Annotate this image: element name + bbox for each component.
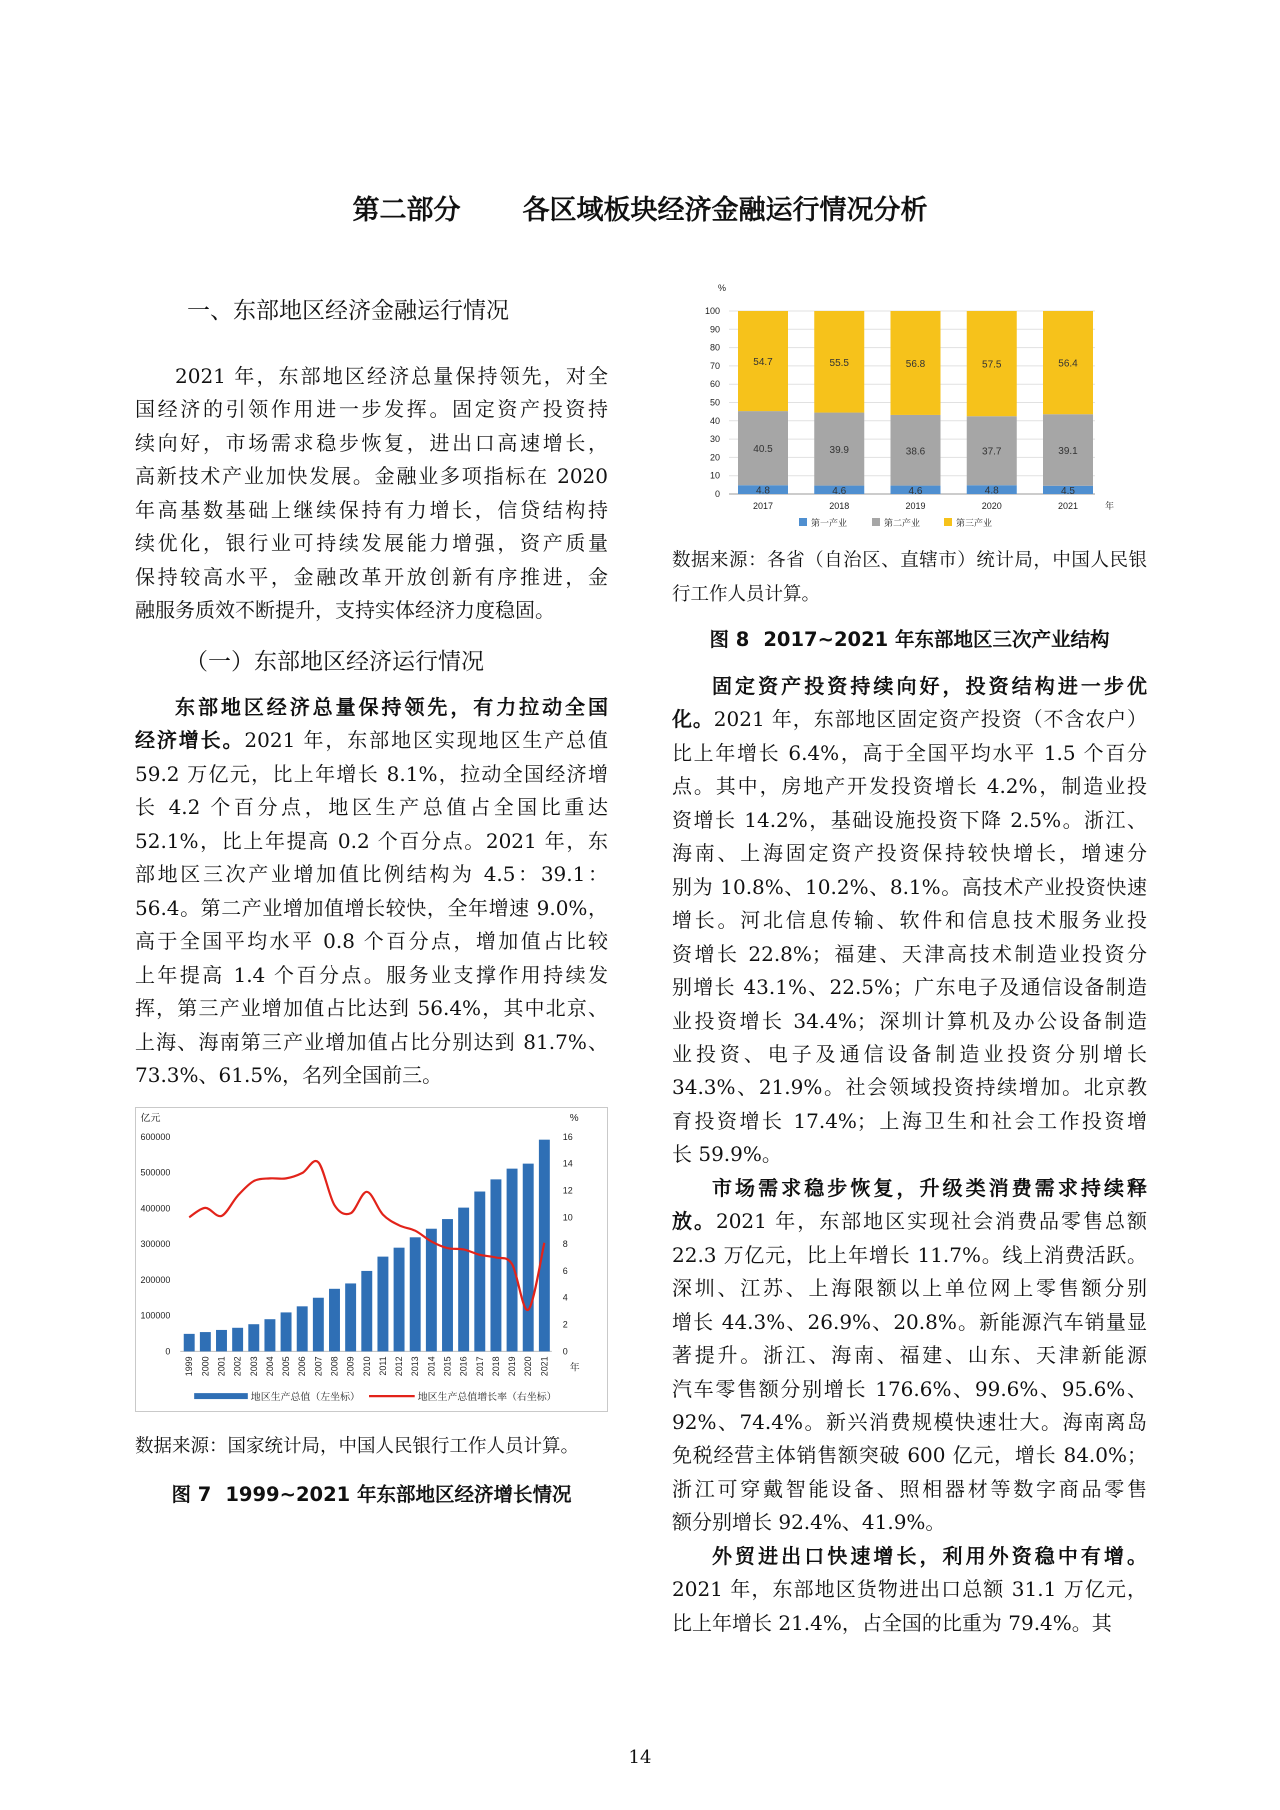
text-line: [135, 758, 608, 791]
text-line: [672, 1573, 1147, 1606]
body-text: 汽车零售额分别增长 176.6%、99.6%、95.6%、: [672, 1376, 1147, 1401]
text-line: [672, 1239, 1147, 1272]
bold-lead-text: 固定资产投资持续向好，投资结构进一步优: [712, 674, 1147, 698]
bar-value-label: 4.8: [756, 485, 770, 497]
gdp-bar: [297, 1306, 308, 1351]
paragraph: [672, 670, 1147, 1172]
body-text: 59.2 万亿元，比上年增长 8.1%，拉动全国经济增: [135, 761, 608, 786]
gdp-bar: [426, 1229, 437, 1352]
x-axis-year-label: 2002: [232, 1356, 243, 1377]
x-axis-year-label: 2008: [329, 1356, 340, 1377]
text-line: [672, 938, 1147, 971]
body-text: 业投资、电子及通信设备制造业投资分别增长: [672, 1041, 1147, 1066]
gdp-bar: [313, 1298, 324, 1352]
body-text: 年高基数基础上继续保持有力增长，信贷结构持: [135, 497, 608, 522]
x-axis-year-label: 2003: [248, 1356, 259, 1377]
bar-value-label: 4.5: [1061, 485, 1075, 497]
text-line: [672, 544, 1147, 578]
left-axis-tick: 200000: [140, 1274, 171, 1285]
right-axis-tick: 2: [562, 1319, 568, 1330]
y-axis-tick: 30: [709, 434, 720, 445]
x-axis-year-label: 2014: [426, 1356, 437, 1377]
body-text: 业投资增长 34.4%；深圳计算机及办公设备制造: [672, 1008, 1147, 1033]
right-axis-unit: %: [569, 1112, 579, 1124]
body-text: 免税经营主体销售额突破 600 亿元，增长 84.0%；: [672, 1443, 1147, 1468]
text-line: [672, 1038, 1147, 1071]
text-line: [135, 1430, 608, 1464]
body-text: 数据来源：国家统计局，中国人民银行工作人员计算。: [135, 1436, 580, 1457]
body-text: 浙江可穿戴智能设备、照相器材等数字商品零售: [672, 1476, 1147, 1501]
bar-value-label: 39.9: [829, 445, 849, 457]
body-text: 海南、上海固定资产投资保持较快增长，增速分: [672, 841, 1147, 866]
left-axis-tick: 0: [165, 1346, 171, 1357]
title-main: 各区域板块经济金融运行情况分析: [522, 195, 928, 226]
legend-label: 第一产业: [811, 518, 848, 528]
x-axis-year-label: 2011: [377, 1356, 388, 1376]
page-title: [0, 194, 1280, 228]
x-axis-year-label: 2001: [216, 1356, 227, 1377]
gdp-bar: [523, 1164, 534, 1352]
text-line: [672, 1005, 1147, 1038]
text-line: [135, 925, 608, 958]
body-text: 著提升。浙江、海南、福建、山东、天津新能源: [672, 1343, 1147, 1368]
text-line: [672, 871, 1147, 904]
x-axis-year-label: 2020: [981, 501, 1002, 511]
text-line: [672, 1373, 1147, 1406]
x-axis-year-label: 2012: [394, 1356, 405, 1377]
x-axis-year-label: 2021: [539, 1356, 550, 1377]
right-column-text: [672, 670, 1147, 1640]
x-axis-year-label: 2019: [507, 1356, 518, 1377]
body-text: 56.4。第二产业增加值增长较快，全年增速 9.0%，: [135, 895, 608, 920]
body-text: 别增长 43.1%、22.5%；广东电子及通信设备制造: [672, 975, 1147, 1000]
x-axis-year-label: 2013: [410, 1356, 421, 1377]
x-axis-year-label: 2018: [829, 501, 850, 511]
gdp-growth-chart: [135, 1107, 608, 1412]
text-line: [672, 904, 1147, 937]
body-text: 比上年增长 6.4%，高于全国平均水平 1.5 个百分: [672, 740, 1147, 765]
text-line: [135, 691, 608, 724]
bar-value-label: 40.5: [753, 444, 773, 456]
legend-swatch: [872, 518, 880, 526]
bold-lead-text: 市场需求稳步恢复，升级类消费需求持续释: [712, 1175, 1147, 1200]
left-axis-tick: 400000: [140, 1203, 171, 1214]
bold-lead-text: 化。: [672, 707, 714, 732]
page-number: 14: [628, 1747, 652, 1768]
gdp-bar: [329, 1289, 340, 1352]
text-line: [135, 393, 608, 426]
bold-lead-text: 放。: [672, 1209, 716, 1234]
x-axis-year-label: 2010: [361, 1356, 372, 1377]
text-line: [135, 825, 608, 858]
text-line: [672, 1540, 1147, 1573]
gdp-bar: [410, 1237, 421, 1351]
text-line: [672, 1607, 1147, 1640]
body-text: 续向好，市场需求稳步恢复，进出口高速增长，: [135, 430, 608, 455]
x-axis-year-label: 2015: [442, 1356, 453, 1377]
body-text: 额分别增长 92.4%、41.9%。: [672, 1510, 946, 1535]
body-text: 部地区三次产业增加值比例结构为 4.5：39.1：: [135, 862, 608, 887]
body-text: 增长。河北信息传输、软件和信息技术服务业投: [672, 908, 1147, 933]
text-line: [672, 1172, 1147, 1205]
y-axis-tick: 60: [709, 379, 720, 390]
right-axis-tick: 0: [562, 1346, 568, 1357]
right-axis-tick: 10: [562, 1212, 573, 1223]
text-line: [672, 837, 1147, 870]
title-part: 第二部分: [352, 195, 461, 226]
x-axis-year-label: 2000: [200, 1356, 211, 1377]
text-line: [672, 1071, 1147, 1104]
legend-bar-swatch: [194, 1393, 248, 1399]
body-text: 点。其中，房地产开发投资增长 4.2%，制造业投: [672, 774, 1147, 799]
gdp-bar: [184, 1334, 195, 1352]
body-text: 2021 年，东部地区实现社会消费品零售总额: [715, 1209, 1148, 1234]
body-text: 34.3%、21.9%。社会领域投资持续增加。北京教: [672, 1075, 1147, 1100]
body-text: 52.1%，比上年提高 0.2 个百分点。2021 年，东: [135, 828, 608, 853]
right-axis-tick: 14: [562, 1158, 573, 1169]
y-axis-tick: 0: [714, 489, 720, 499]
bar-value-label: 4.6: [908, 485, 923, 497]
bar-value-label: 38.6: [905, 446, 926, 458]
bar-value-label: 57.5: [982, 359, 1002, 371]
text-line: [672, 1272, 1147, 1305]
body-text: 73.3%、61.5%，名列全国前三。: [135, 1062, 443, 1087]
body-text: 高新技术产业加快发展。金融业多项指标在 2020: [135, 464, 608, 489]
body-text: 2021 年，东部地区固定资产投资（不含农户）: [713, 707, 1147, 732]
legend-swatch: [944, 518, 952, 526]
right-axis-tick: 8: [562, 1239, 568, 1250]
body-text: 育投资增长 17.4%；上海卫生和社会工作投资增: [672, 1108, 1147, 1133]
text-line: [135, 460, 608, 493]
body-text: 比上年增长 21.4%，占全国的比重为 79.4%。其: [672, 1610, 1112, 1635]
x-axis-year-label: 2006: [297, 1356, 308, 1377]
text-line: [672, 670, 1147, 703]
y-axis-tick: 100: [704, 306, 720, 316]
text-line: [672, 578, 1147, 612]
body-text: 长 59.9%。: [672, 1142, 782, 1167]
figure-caption: [672, 627, 1147, 653]
x-axis-year-label: 2021: [1057, 501, 1079, 511]
body-text: 融服务质效不断提升，支持实体经济力度稳固。: [135, 598, 555, 623]
gdp-bar: [232, 1328, 243, 1352]
x-axis-year-label: 2009: [345, 1356, 356, 1377]
body-text: 2021 年，东部地区货物进出口总额 31.1 万亿元，: [672, 1577, 1147, 1602]
x-axis-year-label: 2016: [458, 1356, 469, 1377]
gdp-bar: [394, 1248, 405, 1352]
body-text: 22.3 万亿元，比上年增长 11.7%。线上消费活跃。: [672, 1242, 1147, 1267]
text-line: [672, 770, 1147, 803]
body-text: 高于全国平均水平 0.8 个百分点，增加值占比较: [135, 929, 608, 954]
body-text: 保持较高水平，金融改革开放创新有序推进，金: [135, 564, 608, 589]
body-text: 2021 年，东部地区实现地区生产总值: [244, 728, 608, 753]
legend-swatch: [799, 518, 807, 526]
bold-lead-text: 外贸进出口快速增长，利用外资稳中有增。: [712, 1543, 1147, 1568]
text-line: [672, 703, 1147, 736]
legend-label: 第二产业: [884, 518, 921, 528]
legend-label: 第三产业: [956, 518, 993, 528]
left-axis-tick: 600000: [140, 1131, 171, 1142]
gdp-bar: [264, 1319, 275, 1351]
paragraph: [672, 1540, 1147, 1640]
legend-label: 地区生产总值增长率（右坐标）: [417, 1392, 557, 1404]
bar-value-label: 55.5: [829, 357, 849, 369]
x-axis-year-label: 2020: [523, 1356, 534, 1377]
x-axis-year-label: 1999: [184, 1356, 195, 1377]
gdp-bar: [345, 1283, 356, 1351]
figure-caption: [135, 1482, 608, 1508]
text-line: [672, 1506, 1147, 1539]
paragraph: [135, 691, 608, 1092]
body-text: 资增长 14.2%，基础设施投资下降 2.5%。浙江、: [672, 807, 1147, 832]
figure-source: [135, 1430, 608, 1464]
gdp-bar: [442, 1219, 453, 1351]
figure-number: 图 7: [171, 1483, 212, 1506]
bar-value-label: 39.1: [1058, 445, 1078, 457]
y-axis-tick: 20: [709, 452, 720, 463]
right-axis-tick: 16: [562, 1131, 573, 1142]
y-axis-tick: 50: [709, 397, 720, 408]
x-axis-unit: 年: [1105, 501, 1115, 511]
x-axis-year-label: 2018: [490, 1356, 501, 1377]
text-line: [672, 1339, 1147, 1372]
text-line: [672, 1105, 1147, 1138]
text-line: [135, 427, 608, 460]
bar-value-label: 4.8: [984, 485, 999, 497]
x-axis-year-label: 2019: [905, 501, 926, 511]
y-axis-tick: 10: [709, 470, 720, 481]
bar-value-label: 54.7: [753, 357, 773, 369]
text-line: [135, 1026, 608, 1059]
left-axis-unit: 亿元: [140, 1112, 161, 1124]
gdp-bar: [458, 1208, 469, 1352]
gdp-bar: [361, 1271, 372, 1351]
paragraph: [672, 1172, 1147, 1540]
industry-structure-chart: [688, 280, 1118, 535]
body-text: 增长 44.3%、26.9%、20.8%。新能源汽车销量显: [672, 1309, 1147, 1334]
y-axis-tick: 40: [709, 415, 720, 426]
text-line: [672, 1473, 1147, 1506]
bar-value-label: 4.6: [832, 485, 847, 497]
text-line: [672, 1406, 1147, 1439]
text-line: [672, 1306, 1147, 1339]
text-line: [672, 1138, 1147, 1171]
bar-value-label: 56.8: [905, 358, 926, 370]
text-line: [672, 1205, 1147, 1238]
right-axis-tick: 4: [562, 1292, 568, 1303]
bold-lead-text: 经济增长。: [135, 728, 245, 753]
left-axis-tick: 300000: [140, 1239, 171, 1250]
x-axis-year-label: 2005: [281, 1356, 292, 1377]
body-text: 上年提高 1.4 个百分点。服务业支撑作用持续发: [135, 962, 608, 987]
body-text: 上海、海南第三产业增加值占比分别达到 81.7%、: [135, 1029, 608, 1054]
x-axis-year-label: 2004: [264, 1356, 275, 1377]
body-text: 长 4.2 个百分点，地区生产总值占全国比重达: [135, 795, 608, 820]
y-axis-tick: 90: [709, 324, 720, 335]
body-text: 挥，第三产业增加值占比达到 56.4%，其中北京、: [135, 996, 608, 1021]
body-text: 资增长 22.8%；福建、天津高技术制造业投资分: [672, 941, 1147, 966]
gdp-bar: [474, 1192, 485, 1352]
gdp-bar: [281, 1312, 292, 1351]
y-axis-tick: 80: [709, 342, 720, 353]
text-line: [135, 791, 608, 824]
text-line: [135, 360, 608, 393]
text-line: [135, 561, 608, 594]
y-axis-tick: 70: [709, 360, 720, 371]
gdp-bar: [490, 1179, 501, 1351]
paragraph: [135, 360, 608, 628]
x-axis-year-label: 2017: [752, 501, 774, 511]
text-line: [135, 594, 608, 627]
body-text: 2021 年，东部地区经济总量保持领先，对全: [175, 364, 608, 388]
x-axis-year-label: 2007: [313, 1356, 324, 1377]
figure-number: 图 8: [709, 628, 750, 651]
figure-source: [672, 544, 1147, 612]
gdp-bar: [216, 1330, 227, 1351]
body-text: 续优化，银行业可持续发展能力增强，资产质量: [135, 531, 608, 556]
text-line: [135, 992, 608, 1025]
body-text: 深圳、江苏、上海限额以上单位网上零售额分别: [672, 1276, 1147, 1301]
text-line: [135, 494, 608, 527]
y-axis-unit: %: [718, 283, 727, 293]
text-line: [135, 858, 608, 891]
legend-label: 地区生产总值（左坐标）: [250, 1392, 360, 1404]
bold-lead-text: 东部地区经济总量保持领先，有力拉动全国: [175, 695, 608, 719]
figure-title: 1999~2021 年东部地区经济增长情况: [225, 1483, 572, 1506]
left-axis-tick: 100000: [140, 1310, 171, 1321]
x-axis-year-label: 2017: [474, 1356, 485, 1377]
text-line: [135, 1059, 608, 1092]
text-line: [135, 892, 608, 925]
text-line: [135, 959, 608, 992]
body-text: 92%、74.4%。新兴消费规模快速壮大。海南离岛: [672, 1409, 1147, 1434]
bar-value-label: 56.4: [1058, 358, 1078, 370]
text-line: [672, 737, 1147, 770]
text-line: [672, 804, 1147, 837]
right-axis-tick: 6: [562, 1265, 568, 1276]
body-text: 行工作人员计算。: [672, 584, 821, 605]
body-text: 数据来源：各省（自治区、直辖市）统计局，中国人民银: [672, 550, 1147, 571]
body-text: 国经济的引领作用进一步发挥。固定资产投资持: [135, 397, 608, 422]
body-text: 别为 10.8%、10.2%、8.1%。高技术产业投资快速: [672, 874, 1147, 899]
text-line: [135, 724, 608, 757]
right-axis-tick: 12: [562, 1185, 573, 1196]
figure-title: 2017~2021 年东部地区三次产业结构: [763, 628, 1110, 651]
text-line: [135, 527, 608, 560]
gdp-bar: [200, 1332, 211, 1351]
text-line: [672, 1439, 1147, 1472]
gdp-bar: [377, 1257, 388, 1352]
section-heading: 一、东部地区经济金融运行情况: [187, 298, 509, 324]
gdp-bar: [248, 1324, 259, 1351]
bar-value-label: 37.7: [982, 446, 1002, 458]
left-axis-tick: 500000: [140, 1167, 171, 1178]
text-line: [672, 971, 1147, 1004]
x-axis-unit: 年: [569, 1362, 580, 1374]
subsection-heading: （一）东部地区经济运行情况: [185, 649, 484, 675]
